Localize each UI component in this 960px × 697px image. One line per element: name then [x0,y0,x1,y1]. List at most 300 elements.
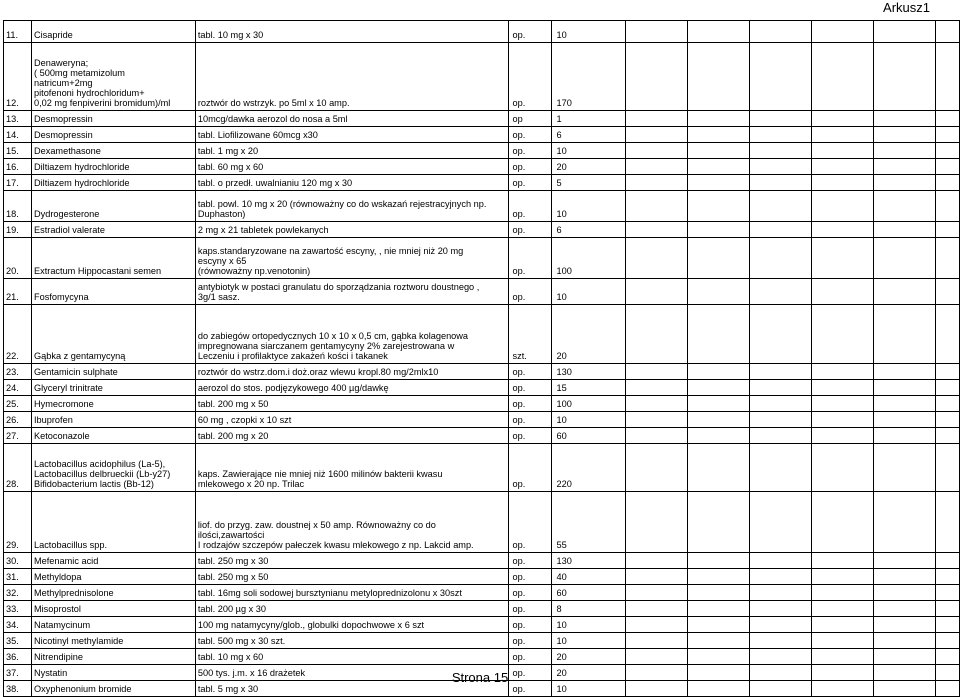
empty-cell[interactable] [750,585,812,601]
empty-cell[interactable] [874,364,936,380]
empty-cell[interactable] [935,279,959,305]
quantity-cell[interactable]: 220 [552,444,626,492]
unit-of-measure-cell[interactable]: op. [508,569,552,585]
empty-cell[interactable] [935,444,959,492]
empty-cell[interactable] [812,238,874,279]
unit-of-measure-cell[interactable]: op. [508,492,552,553]
quantity-cell[interactable]: 40 [552,569,626,585]
drug-form-cell[interactable]: kaps.standaryzowane na zawartość escyny, , nie mniej niż 20 mg escyny x 65 (równoważny np.venotonin) [195,238,508,279]
empty-cell[interactable] [935,159,959,175]
empty-cell[interactable] [874,127,936,143]
empty-cell[interactable] [874,305,936,364]
drug-form-cell[interactable]: 500 tys. j.m. x 16 drażetek [195,665,508,681]
empty-cell[interactable] [874,380,936,396]
row-number-cell[interactable]: 26. [4,412,32,428]
drug-name-cell[interactable]: Ibuprofen [31,412,195,428]
empty-cell[interactable] [812,444,874,492]
empty-cell[interactable] [626,364,688,380]
row-number-cell[interactable]: 13. [4,111,32,127]
table-row [4,159,960,175]
empty-cell[interactable] [874,412,936,428]
empty-cell[interactable] [626,444,688,492]
drug-form-cell[interactable]: tabl. 16mg soli sodowej bursztynianu metyloprednizolonu x 30szt [195,585,508,601]
empty-cell[interactable] [935,649,959,665]
empty-cell[interactable] [750,569,812,585]
drug-form-cell[interactable]: tabl. o przedł. uwalnianiu 120 mg x 30 [195,175,508,191]
empty-cell[interactable] [626,649,688,665]
empty-cell[interactable] [935,428,959,444]
row-number-cell[interactable]: 32. [4,585,32,601]
empty-cell[interactable] [874,175,936,191]
unit-of-measure-cell[interactable]: op. [508,428,552,444]
quantity-cell[interactable]: 100 [552,396,626,412]
empty-cell[interactable] [626,553,688,569]
empty-cell[interactable] [750,364,812,380]
empty-cell[interactable] [812,601,874,617]
drug-form-cell[interactable]: 2 mg x 21 tabletek powlekanych [195,222,508,238]
drug-name-cell[interactable]: Nitrendipine [31,649,195,665]
empty-cell[interactable] [750,43,812,111]
row-number-cell[interactable]: 21. [4,279,32,305]
drug-form-cell[interactable]: antybiotyk w postaci granulatu do sporządzania roztworu doustnego , 3g/1 sasz. [195,279,508,305]
drug-name-cell[interactable]: Hymecromone [31,396,195,412]
quantity-cell[interactable]: 10 [552,412,626,428]
empty-cell[interactable] [750,492,812,553]
row-number-cell[interactable]: 17. [4,175,32,191]
empty-cell[interactable] [812,633,874,649]
row-number-cell[interactable]: 36. [4,649,32,665]
drug-form-cell[interactable]: kaps. Zawierające nie mniej niż 1600 milinów bakterii kwasu mlekowego x 20 np. Trilac [195,444,508,492]
empty-cell[interactable] [688,553,750,569]
empty-cell[interactable] [874,444,936,492]
empty-cell[interactable] [688,649,750,665]
empty-cell[interactable] [750,601,812,617]
quantity-cell[interactable]: 10 [552,143,626,159]
row-number-cell[interactable]: 22. [4,305,32,364]
drug-name-cell[interactable]: Lactobacillus spp. [31,492,195,553]
empty-cell[interactable] [874,585,936,601]
unit-of-measure-cell[interactable]: op. [508,617,552,633]
empty-cell[interactable] [626,601,688,617]
empty-cell[interactable] [935,633,959,649]
empty-cell[interactable] [812,396,874,412]
empty-cell[interactable] [874,492,936,553]
empty-cell[interactable] [935,21,959,43]
empty-cell[interactable] [626,305,688,364]
empty-cell[interactable] [688,143,750,159]
drug-form-cell[interactable]: 60 mg , czopki x 10 szt [195,412,508,428]
drug-name-cell[interactable]: Nicotinyl methylamide [31,633,195,649]
unit-of-measure-cell[interactable]: op. [508,649,552,665]
drug-name-cell[interactable]: Cisapride [31,21,195,43]
empty-cell[interactable] [750,279,812,305]
empty-cell[interactable] [688,569,750,585]
quantity-cell[interactable]: 60 [552,585,626,601]
drug-form-cell[interactable]: aerozol do stos. podjęzykowego 400 µg/dawkę [195,380,508,396]
quantity-cell[interactable]: 8 [552,601,626,617]
empty-cell[interactable] [935,492,959,553]
drug-form-cell[interactable]: tabl. 200 mg x 50 [195,396,508,412]
drug-form-cell[interactable]: 100 mg natamycyny/glob., globulki dopochwowe x 6 szt [195,617,508,633]
empty-cell[interactable] [874,21,936,43]
row-number-cell[interactable]: 16. [4,159,32,175]
empty-cell[interactable] [626,111,688,127]
empty-cell[interactable] [812,143,874,159]
empty-cell[interactable] [812,279,874,305]
unit-of-measure-cell[interactable]: op. [508,43,552,111]
drug-form-cell[interactable]: liof. do przyg. zaw. doustnej x 50 amp. Równoważny co do ilości,zawartości I rodzajów szczepów pałeczek kwasu mlekowego z np. Lakcid amp. [195,492,508,553]
drug-form-cell[interactable]: tabl. Liofilizowane 60mcg x30 [195,127,508,143]
table-row [4,617,960,633]
empty-cell[interactable] [935,143,959,159]
empty-cell[interactable] [750,649,812,665]
drug-form-cell[interactable]: tabl. 200 mg x 20 [195,428,508,444]
quantity-cell[interactable]: 20 [552,305,626,364]
empty-cell[interactable] [750,222,812,238]
empty-cell[interactable] [688,21,750,43]
empty-cell[interactable] [626,279,688,305]
unit-of-measure-cell[interactable]: op. [508,279,552,305]
quantity-cell[interactable]: 10 [552,191,626,222]
quantity-cell[interactable]: 10 [552,279,626,305]
drug-table [3,20,960,697]
unit-of-measure-cell[interactable]: op. [508,191,552,222]
unit-of-measure-cell[interactable]: op. [508,238,552,279]
drug-name-cell[interactable]: Diltiazem hydrochloride [31,175,195,191]
row-number-cell[interactable]: 33. [4,601,32,617]
empty-cell[interactable] [626,143,688,159]
empty-cell[interactable] [935,396,959,412]
drug-form-cell[interactable]: tabl. 5 mg x 30 [195,681,508,697]
drug-name-cell[interactable]: Estradiol valerate [31,222,195,238]
row-number-cell[interactable]: 29. [4,492,32,553]
row-number-cell[interactable]: 37. [4,665,32,681]
empty-cell[interactable] [688,43,750,111]
empty-cell[interactable] [874,601,936,617]
unit-of-measure-cell[interactable]: op. [508,364,552,380]
empty-cell[interactable] [812,21,874,43]
unit-of-measure-cell[interactable]: op [508,111,552,127]
empty-cell[interactable] [626,222,688,238]
quantity-cell[interactable]: 10 [552,21,626,43]
drug-name-cell[interactable]: Extractum Hippocastani semen [31,238,195,279]
quantity-cell[interactable]: 10 [552,681,626,697]
row-number-cell[interactable]: 27. [4,428,32,444]
drug-form-cell[interactable]: roztwór do wstrzyk. po 5ml x 10 amp. [195,43,508,111]
empty-cell[interactable] [688,396,750,412]
empty-cell[interactable] [750,305,812,364]
empty-cell[interactable] [750,191,812,222]
quantity-cell[interactable]: 100 [552,238,626,279]
row-number-cell[interactable]: 23. [4,364,32,380]
quantity-cell[interactable]: 130 [552,364,626,380]
drug-name-cell[interactable]: Dydrogesterone [31,191,195,222]
empty-cell[interactable] [688,444,750,492]
empty-cell[interactable] [874,111,936,127]
drug-form-cell[interactable]: tabl. 1 mg x 20 [195,143,508,159]
empty-cell[interactable] [750,396,812,412]
quantity-cell[interactable]: 20 [552,665,626,681]
quantity-cell[interactable]: 130 [552,553,626,569]
empty-cell[interactable] [874,222,936,238]
drug-name-cell[interactable]: Nystatin [31,665,195,681]
empty-cell[interactable] [812,649,874,665]
empty-cell[interactable] [935,364,959,380]
empty-cell[interactable] [688,364,750,380]
row-number-cell[interactable]: 24. [4,380,32,396]
unit-of-measure-cell[interactable]: op. [508,444,552,492]
quantity-cell[interactable]: 5 [552,175,626,191]
unit-of-measure-cell[interactable]: op. [508,175,552,191]
empty-cell[interactable] [750,412,812,428]
empty-cell[interactable] [626,569,688,585]
drug-form-cell[interactable]: do zabiegów ortopedycznych 10 x 10 x 0,5 cm, gąbka kolagenowa impregnowana siarczanem gentamycyny 2% zarejestrowana w Leczeniu i profilaktyce zakażeń kości i takanek [195,305,508,364]
empty-cell[interactable] [935,305,959,364]
empty-cell[interactable] [626,159,688,175]
unit-of-measure-cell[interactable]: op. [508,681,552,697]
unit-of-measure-cell[interactable]: op. [508,396,552,412]
drug-name-cell[interactable]: Dexamethasone [31,143,195,159]
empty-cell[interactable] [812,617,874,633]
empty-cell[interactable] [626,428,688,444]
drug-name-cell[interactable]: Oxyphenonium bromide [31,681,195,697]
empty-cell[interactable] [750,380,812,396]
unit-of-measure-cell[interactable]: op. [508,143,552,159]
empty-cell[interactable] [935,43,959,111]
empty-cell[interactable] [935,412,959,428]
row-number-cell[interactable]: 38. [4,681,32,697]
empty-cell[interactable] [812,191,874,222]
empty-cell[interactable] [750,428,812,444]
drug-form-cell[interactable]: tabl. 10 mg x 60 [195,649,508,665]
unit-of-measure-cell[interactable]: op. [508,21,552,43]
empty-cell[interactable] [935,238,959,279]
drug-form-cell[interactable]: tabl. powl. 10 mg x 20 (równoważny co do wskazań rejestracyjnych np. Duphaston) [195,191,508,222]
drug-name-cell[interactable]: Ketoconazole [31,428,195,444]
quantity-cell[interactable]: 170 [552,43,626,111]
drug-form-cell[interactable]: tabl. 60 mg x 60 [195,159,508,175]
drug-name-cell[interactable]: Mefenamic acid [31,553,195,569]
empty-cell[interactable] [626,396,688,412]
row-number-cell[interactable]: 12. [4,43,32,111]
row-number-cell[interactable]: 28. [4,444,32,492]
drug-name-cell[interactable]: Desmopressin [31,111,195,127]
empty-cell[interactable] [750,175,812,191]
empty-cell[interactable] [874,279,936,305]
row-number-cell[interactable]: 19. [4,222,32,238]
drug-name-cell[interactable]: Fosfomycyna [31,279,195,305]
table-row [4,364,960,380]
unit-of-measure-cell[interactable]: op. [508,412,552,428]
empty-cell[interactable] [750,633,812,649]
quantity-cell[interactable]: 15 [552,380,626,396]
empty-cell[interactable] [750,127,812,143]
quantity-cell[interactable]: 10 [552,617,626,633]
quantity-cell[interactable]: 6 [552,222,626,238]
empty-cell[interactable] [812,43,874,111]
empty-cell[interactable] [874,143,936,159]
empty-cell[interactable] [688,279,750,305]
empty-cell[interactable] [750,111,812,127]
empty-cell[interactable] [750,617,812,633]
empty-cell[interactable] [688,159,750,175]
row-number-cell[interactable]: 14. [4,127,32,143]
row-number-cell[interactable]: 25. [4,396,32,412]
empty-cell[interactable] [626,617,688,633]
drug-name-cell[interactable]: Methyldopa [31,569,195,585]
empty-cell[interactable] [935,111,959,127]
quantity-cell[interactable]: 20 [552,649,626,665]
empty-cell[interactable] [750,159,812,175]
unit-of-measure-cell[interactable]: szt. [508,305,552,364]
quantity-cell[interactable]: 55 [552,492,626,553]
unit-of-measure-cell[interactable]: op. [508,159,552,175]
unit-of-measure-cell[interactable]: op. [508,665,552,681]
empty-cell[interactable] [874,43,936,111]
empty-cell[interactable] [626,191,688,222]
empty-cell[interactable] [688,617,750,633]
empty-cell[interactable] [812,412,874,428]
empty-cell[interactable] [812,492,874,553]
drug-name-cell[interactable]: Lactobacillus acidophilus (La-5), Lactobacillus delbrueckii (Lb-y27) Bifidobacterium lactis (Bb-12) [31,444,195,492]
empty-cell[interactable] [626,21,688,43]
empty-cell[interactable] [874,617,936,633]
empty-cell[interactable] [874,569,936,585]
unit-of-measure-cell[interactable]: op. [508,553,552,569]
empty-cell[interactable] [688,428,750,444]
empty-cell[interactable] [626,380,688,396]
empty-cell[interactable] [688,238,750,279]
empty-cell[interactable] [626,633,688,649]
empty-cell[interactable] [812,553,874,569]
row-number-cell[interactable]: 11. [4,21,32,43]
drug-name-cell[interactable]: Diltiazem hydrochloride [31,159,195,175]
empty-cell[interactable] [688,380,750,396]
quantity-cell[interactable]: 6 [552,127,626,143]
empty-cell[interactable] [935,601,959,617]
drug-name-cell[interactable]: Natamycinum [31,617,195,633]
empty-cell[interactable] [750,238,812,279]
empty-cell[interactable] [688,305,750,364]
drug-name-cell[interactable]: Gentamicin sulphate [31,364,195,380]
empty-cell[interactable] [812,175,874,191]
empty-cell[interactable] [874,553,936,569]
quantity-cell[interactable]: 20 [552,159,626,175]
empty-cell[interactable] [688,601,750,617]
quantity-cell[interactable]: 10 [552,633,626,649]
empty-cell[interactable] [874,238,936,279]
drug-name-cell[interactable]: Glyceryl trinitrate [31,380,195,396]
empty-cell[interactable] [688,412,750,428]
empty-cell[interactable] [688,492,750,553]
empty-cell[interactable] [812,585,874,601]
empty-cell[interactable] [935,127,959,143]
unit-of-measure-cell[interactable]: op. [508,380,552,396]
empty-cell[interactable] [935,191,959,222]
unit-of-measure-cell[interactable]: op. [508,601,552,617]
drug-form-cell[interactable]: tabl. 10 mg x 30 [195,21,508,43]
empty-cell[interactable] [688,633,750,649]
empty-cell[interactable] [688,191,750,222]
drug-form-cell[interactable]: 10mcg/dawka aerozol do nosa a 5ml [195,111,508,127]
empty-cell[interactable] [935,175,959,191]
empty-cell[interactable] [812,428,874,444]
empty-cell[interactable] [874,159,936,175]
drug-form-cell[interactable]: tabl. 200 µg x 30 [195,601,508,617]
drug-form-cell[interactable]: tabl. 250 mg x 30 [195,553,508,569]
drug-name-cell[interactable]: Denaweryna; ( 500mg metamizolum natricum+2mg pitofenoni hydrochloridum+ 0,02 mg fenpiverini bromidum)/ml [31,43,195,111]
empty-cell[interactable] [812,111,874,127]
empty-cell[interactable] [874,396,936,412]
empty-cell[interactable] [812,222,874,238]
row-number-cell[interactable]: 31. [4,569,32,585]
quantity-cell[interactable]: 1 [552,111,626,127]
empty-cell[interactable] [935,617,959,633]
empty-cell[interactable] [626,127,688,143]
empty-cell[interactable] [688,222,750,238]
empty-cell[interactable] [750,444,812,492]
row-number-cell[interactable]: 30. [4,553,32,569]
empty-cell[interactable] [688,111,750,127]
empty-cell[interactable] [874,633,936,649]
empty-cell[interactable] [688,127,750,143]
unit-of-measure-cell[interactable]: op. [508,222,552,238]
empty-cell[interactable] [688,585,750,601]
unit-of-measure-cell[interactable]: op. [508,127,552,143]
row-number-cell[interactable]: 35. [4,633,32,649]
row-number-cell[interactable]: 34. [4,617,32,633]
empty-cell[interactable] [812,569,874,585]
empty-cell[interactable] [626,43,688,111]
empty-cell[interactable] [688,175,750,191]
quantity-cell[interactable]: 60 [552,428,626,444]
empty-cell[interactable] [874,649,936,665]
empty-cell[interactable] [874,428,936,444]
empty-cell[interactable] [935,380,959,396]
empty-cell[interactable] [626,412,688,428]
empty-cell[interactable] [935,553,959,569]
drug-form-cell[interactable]: tabl. 250 mg x 50 [195,569,508,585]
empty-cell[interactable] [874,191,936,222]
empty-cell[interactable] [935,222,959,238]
empty-cell[interactable] [935,585,959,601]
row-number-cell[interactable]: 18. [4,191,32,222]
drug-name-cell[interactable]: Desmopressin [31,127,195,143]
empty-cell[interactable] [626,175,688,191]
drug-name-cell[interactable]: Methylprednisolone [31,585,195,601]
empty-cell[interactable] [812,305,874,364]
empty-cell[interactable] [750,553,812,569]
empty-cell[interactable] [812,127,874,143]
drug-form-cell[interactable]: tabl. 500 mg x 30 szt. [195,633,508,649]
empty-cell[interactable] [812,380,874,396]
drug-name-cell[interactable]: Misoprostol [31,601,195,617]
empty-cell[interactable] [626,238,688,279]
unit-of-measure-cell[interactable]: op. [508,633,552,649]
empty-cell[interactable] [626,585,688,601]
empty-cell[interactable] [626,492,688,553]
empty-cell[interactable] [812,159,874,175]
empty-cell[interactable] [812,364,874,380]
drug-form-cell[interactable]: roztwór do wstrz.dom.i doż.oraz wlewu kropl.80 mg/2mlx10 [195,364,508,380]
empty-cell[interactable] [750,21,812,43]
row-number-cell[interactable]: 20. [4,238,32,279]
row-number-cell[interactable]: 15. [4,143,32,159]
drug-name-cell[interactable]: Gąbka z gentamycyną [31,305,195,364]
unit-of-measure-cell[interactable]: op. [508,585,552,601]
empty-cell[interactable] [750,143,812,159]
empty-cell[interactable] [935,569,959,585]
